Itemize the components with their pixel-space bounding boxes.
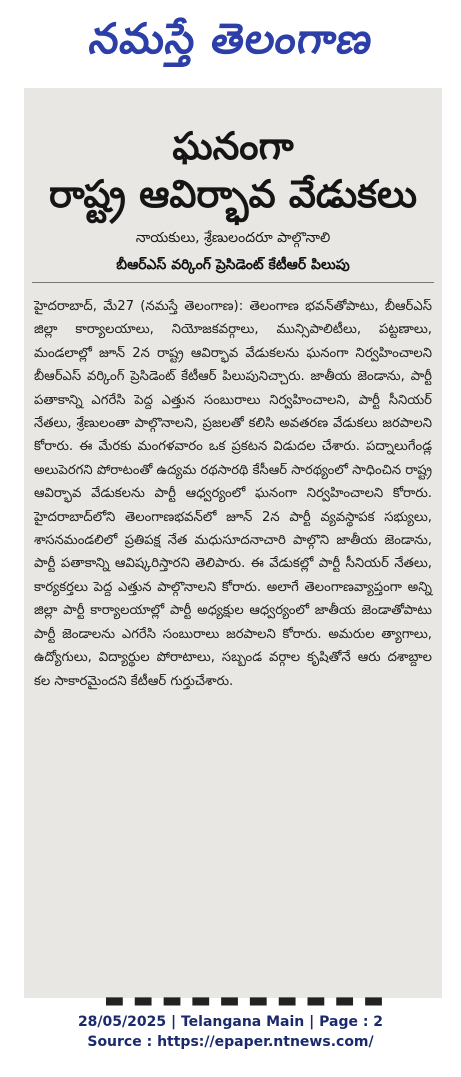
footer-date-edition: 28/05/2025 | Telangana Main | Page : 2 (77, 1014, 384, 1030)
page-footer (0, 1012, 461, 1052)
news-clipping (24, 88, 442, 1013)
cut-off-next-headline: ▬▬▬▬▬▬▬▬▬▬ (104, 988, 392, 1013)
article-body-text: హైదరాబాద్, మే27 (నమస్తే తెలంగాణ): తెలంగాణ భవన్‌తోపాటు, బీఆర్‌ఎస్ జిల్లా కార్యాలయాలు, నియోజకవర్గాలు, మున్సిపాలిటీలు, పట్టణాలు, మండలాల్లో జూన్ 2న రాష్ట్ర ఆవిర్భావ వేడుకలను ఘనంగా నిర్వహించాలని బీఆర్‌ఎస్ వర్కింగ్ ప్రెసిడెంట్ కేటీఆర్ పిలుపునిచ్చారు. జాతీయ జెండాను, పార్టీ పతాకాన్ని ఎగరేసి పెద్ద ఎత్తున సంబురాలు నిర్వహించాలని, పార్టీ సీనియర్ నేతలు, శ్రేణులంతా పాల్గొనాలని, ప్రజలతో కలిసి అవతరణ వేడుకలు జరపాలని కోరారు. ఈ మేరకు మంగళవారం ఒక ప్రకటన విడుదల చేశారు. పద్నాలుగేండ్ల అలుపెరగని పోరాటంతో ఉద్యమ రథసారథి కేసీఆర్ సారథ్యంలో సాధించిన రాష్ట్ర ఆవిర్భావ వేడుకలను పార్టీ ఆధ్వర్యంలో ఘనంగా నిర్వహించాలని కోరారు. హైదరాబాద్‌లోని తెలంగాణభవన్‌లో జూన్ 2న పార్టీ వ్యవస్థాపక సభ్యులు, శాసనమండలిలో ప్రతిపక్ష నేత మధుసూదనాచారి పాల్గొని జాతీయ జెండాను, పార్టీ పతాకాన్ని ఆవిష్కరిస్తారని తెలిపారు. ఈ వేడుకల్లో పార్టీ సీనియర్ నేతలు, కార్యకర్తలు పెద్ద ఎత్తున పాల్గొనాలని కోరారు. అలాగే తెలంగాణవ్యాప్తంగా అన్ని జిల్లా పార్టీ కార్యాలయాల్లో పార్టీ అధ్యక్షుల ఆధ్వర్యంలో జాతీయ జెండాతోపాటు పార్టీ జెండాలను ఎగరేసి సంబురాలు జరపాలని కోరారు. అమరుల త్యాగాలు, ఉద్యోగులు, విద్యార్థుల పోరాటాలు, సబ్బండ వర్గాల కృషితోనే ఆరు దశాబ్దాల కల సాకారమైందని కేటీఆర్ గుర్తుచేశారు. (34, 299, 432, 689)
article-deck: బీఆర్‌ఎస్ వర్కింగ్ ప్రెసిడెంట్ కేటీఆర్ పిలుపు (116, 257, 350, 273)
headline-line-2: రాష్ట్ర ఆవిర్భావ వేడుకలు (48, 172, 418, 216)
article-headline (24, 122, 442, 218)
article-subhead: నాయకులు, శ్రేణులందరూ పాల్గొనాలి (135, 230, 331, 246)
newspaper-masthead (0, 0, 461, 88)
masthead-title: నమస్తే తెలంగాణ (86, 14, 377, 63)
headline-line-1: ఘనంగా (172, 124, 294, 168)
footer-source-link[interactable]: Source : https://epaper.ntnews.com/ (87, 1034, 374, 1050)
divider (32, 282, 434, 283)
article-body (34, 295, 432, 693)
